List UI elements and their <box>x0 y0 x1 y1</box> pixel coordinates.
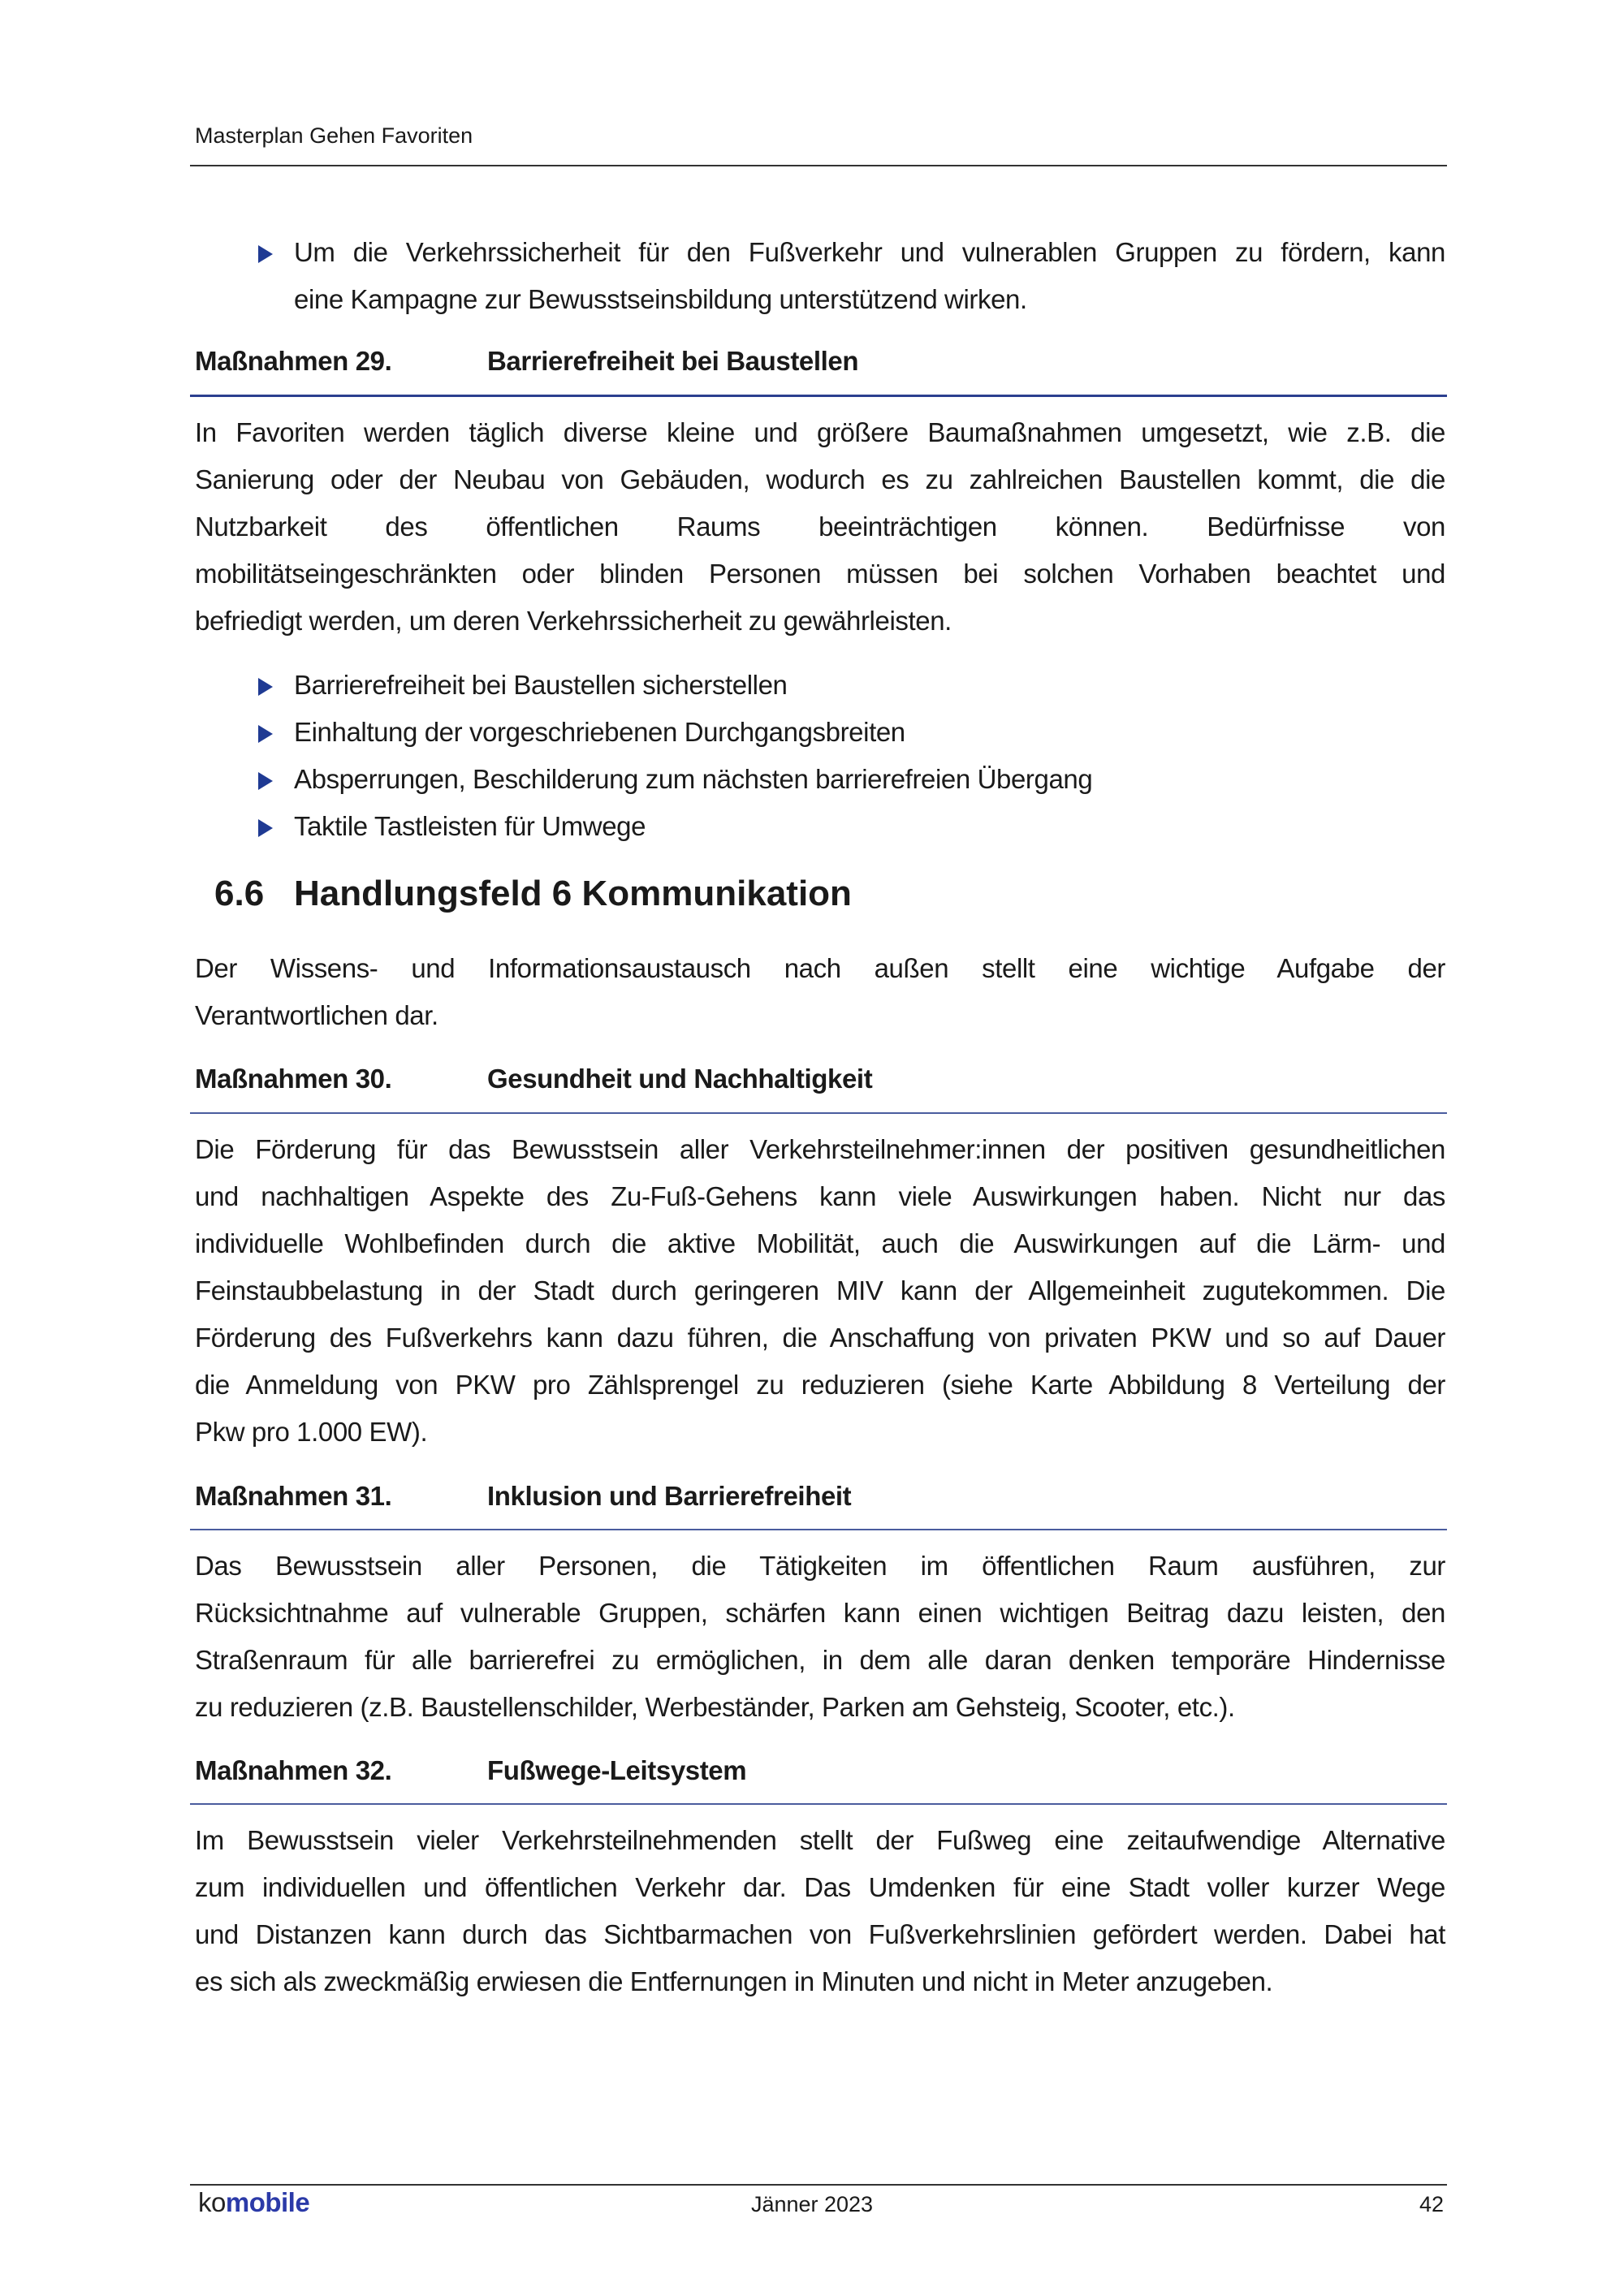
bullet-text: Barrierefreiheit bei Baustellen sicherstellen <box>294 670 788 700</box>
m29-bullet-list <box>258 662 1092 850</box>
page-number: 42 <box>1419 2192 1444 2216</box>
paragraph-line: individuelle Wohlbefinden durch die aktive Mobilität, auch die Auswirkungen auf die Lärm- und <box>195 1228 1445 1258</box>
measure-rule <box>190 1803 1447 1805</box>
paragraph-line: Nutzbarkeit des öffentlichen Raums beeinträchtigen können. Bedürfnisse von <box>195 511 1445 542</box>
logo-mobile: mobile <box>225 2187 310 2217</box>
paragraph-line: Rücksichtnahme auf vulnerable Gruppen, schärfen kann einen wichtigen Beitrag dazu leisten, den <box>195 1598 1445 1628</box>
bullet-item <box>258 756 1092 803</box>
header-rule <box>190 165 1447 166</box>
logo-ko: ko <box>198 2187 226 2217</box>
bullet-continuation <box>258 276 1445 323</box>
paragraph-line: Das Bewusstsein aller Personen, die Tätigkeiten im öffentlichen Raum ausführen, zur <box>195 1551 1445 1581</box>
triangle-bullet-icon <box>258 245 273 263</box>
bullet-item <box>258 229 1445 276</box>
paragraph-line: und nachhaltigen Aspekte des Zu-Fuß-Gehens kann viele Auswirkungen haben. Nicht nur das <box>195 1181 1445 1211</box>
measure-rule <box>190 1529 1447 1530</box>
triangle-bullet-icon <box>258 725 273 743</box>
triangle-bullet-icon <box>258 819 273 837</box>
paragraph-line: Förderung des Fußverkehrs kann dazu führen, die Anschaffung von privaten PKW und so auf Dauer <box>195 1323 1445 1353</box>
measure-title: Inklusion und Barrierefreiheit <box>487 1481 852 1511</box>
paragraph-line: zum individuellen und öffentlichen Verkehr dar. Das Umdenken für eine Stadt voller kurzer Wege <box>195 1872 1445 1902</box>
paragraph-line: zu reduzieren (z.B. Baustellenschilder, Werbeständer, Parken am Gehsteig, Scooter, etc.). <box>195 1692 1235 1722</box>
paragraph-line: In Favoriten werden täglich diverse kleine und größere Baumaßnahmen umgesetzt, wie z.B. die <box>195 417 1445 447</box>
measure-number: Maßnahmen 31. <box>195 1481 392 1511</box>
footer-date: Jänner 2023 <box>750 2192 874 2216</box>
measure-rule <box>190 395 1447 397</box>
section-number: 6.6 <box>214 874 265 913</box>
footer-rule <box>190 2184 1447 2186</box>
triangle-bullet-icon <box>258 772 273 790</box>
paragraph-line: befriedigt werden, um deren Verkehrssicherheit zu gewährleisten. <box>195 606 952 636</box>
paragraph-line: Sanierung oder der Neubau von Gebäuden, wodurch es zu zahlreichen Baustellen kommt, die die <box>195 464 1445 494</box>
paragraph-line: Der Wissens- und Informationsaustausch nach außen stellt eine wichtige Aufgabe der <box>195 953 1445 983</box>
m32-paragraph <box>195 1817 1445 2005</box>
paragraph-line: Im Bewusstsein vieler Verkehrsteilnehmenden stellt der Fußweg eine zeitaufwendige Alternative <box>195 1825 1445 1855</box>
running-header: Masterplan Gehen Favoriten <box>195 123 473 148</box>
measure-number: Maßnahmen 29. <box>195 346 392 376</box>
measure-29-heading <box>195 346 858 377</box>
measure-number: Maßnahmen 32. <box>195 1755 392 1785</box>
m29-paragraph <box>195 409 1445 645</box>
m31-paragraph <box>195 1543 1445 1731</box>
measure-32-heading <box>195 1755 746 1786</box>
bullet-line: Um die Verkehrssicherheit für den Fußverkehr und vulnerablen Gruppen zu fördern, kann <box>294 237 1445 267</box>
bullet-text: Einhaltung der vorgeschriebenen Durchgangsbreiten <box>294 717 905 747</box>
measure-number: Maßnahmen 30. <box>195 1064 392 1094</box>
bullet-item <box>258 662 1092 709</box>
paragraph-line: Feinstaubbelastung in der Stadt durch geringeren MIV kann der Allgemeinheit zugutekommen. Die <box>195 1275 1445 1306</box>
bullet-item <box>258 803 1092 850</box>
bullet-item <box>258 709 1092 756</box>
triangle-bullet-icon <box>258 678 273 696</box>
m30-paragraph <box>195 1126 1445 1456</box>
paragraph-line: Die Förderung für das Bewusstsein aller Verkehrsteilnehmer:innen der positiven gesundheitlichen <box>195 1134 1445 1164</box>
paragraph-line: Verantwortlichen dar. <box>195 1000 438 1030</box>
intro-bullet-list <box>258 229 1445 323</box>
paragraph-line: Pkw pro 1.000 EW). <box>195 1417 428 1447</box>
measure-rule <box>190 1112 1447 1114</box>
measure-30-heading <box>195 1064 872 1094</box>
measure-title: Fußwege-Leitsystem <box>487 1755 747 1785</box>
bullet-text: Taktile Tastleisten für Umwege <box>294 811 646 841</box>
paragraph-line: mobilitätseingeschränkten oder blinden Personen müssen bei solchen Vorhaben beachtet und <box>195 559 1445 589</box>
bullet-text: Absperrungen, Beschilderung zum nächsten barrierefreien Übergang <box>294 764 1093 794</box>
paragraph-line: die Anmeldung von PKW pro Zählsprengel zu reduzieren (siehe Karte Abbildung 8 Verteilung der <box>195 1370 1445 1400</box>
section-title: Handlungsfeld 6 Kommunikation <box>294 874 852 913</box>
measure-31-heading <box>195 1481 851 1512</box>
paragraph-line: Straßenraum für alle barrierefrei zu ermöglichen, in dem alle daran denken temporäre Hindernisse <box>195 1645 1445 1675</box>
section-paragraph <box>195 945 1445 1039</box>
paragraph-line: und Distanzen kann durch das Sichtbarmachen von Fußverkehrslinien gefördert werden. Dabei hat <box>195 1919 1445 1949</box>
measure-title: Barrierefreiheit bei Baustellen <box>487 346 859 376</box>
measure-title: Gesundheit und Nachhaltigkeit <box>487 1064 873 1094</box>
section-heading <box>214 874 852 914</box>
bullet-line: eine Kampagne zur Bewusstseinsbildung unterstützend wirken. <box>294 284 1027 314</box>
paragraph-line: es sich als zweckmäßig erwiesen die Entfernungen in Minuten und nicht in Meter anzugeben. <box>195 1966 1273 1996</box>
